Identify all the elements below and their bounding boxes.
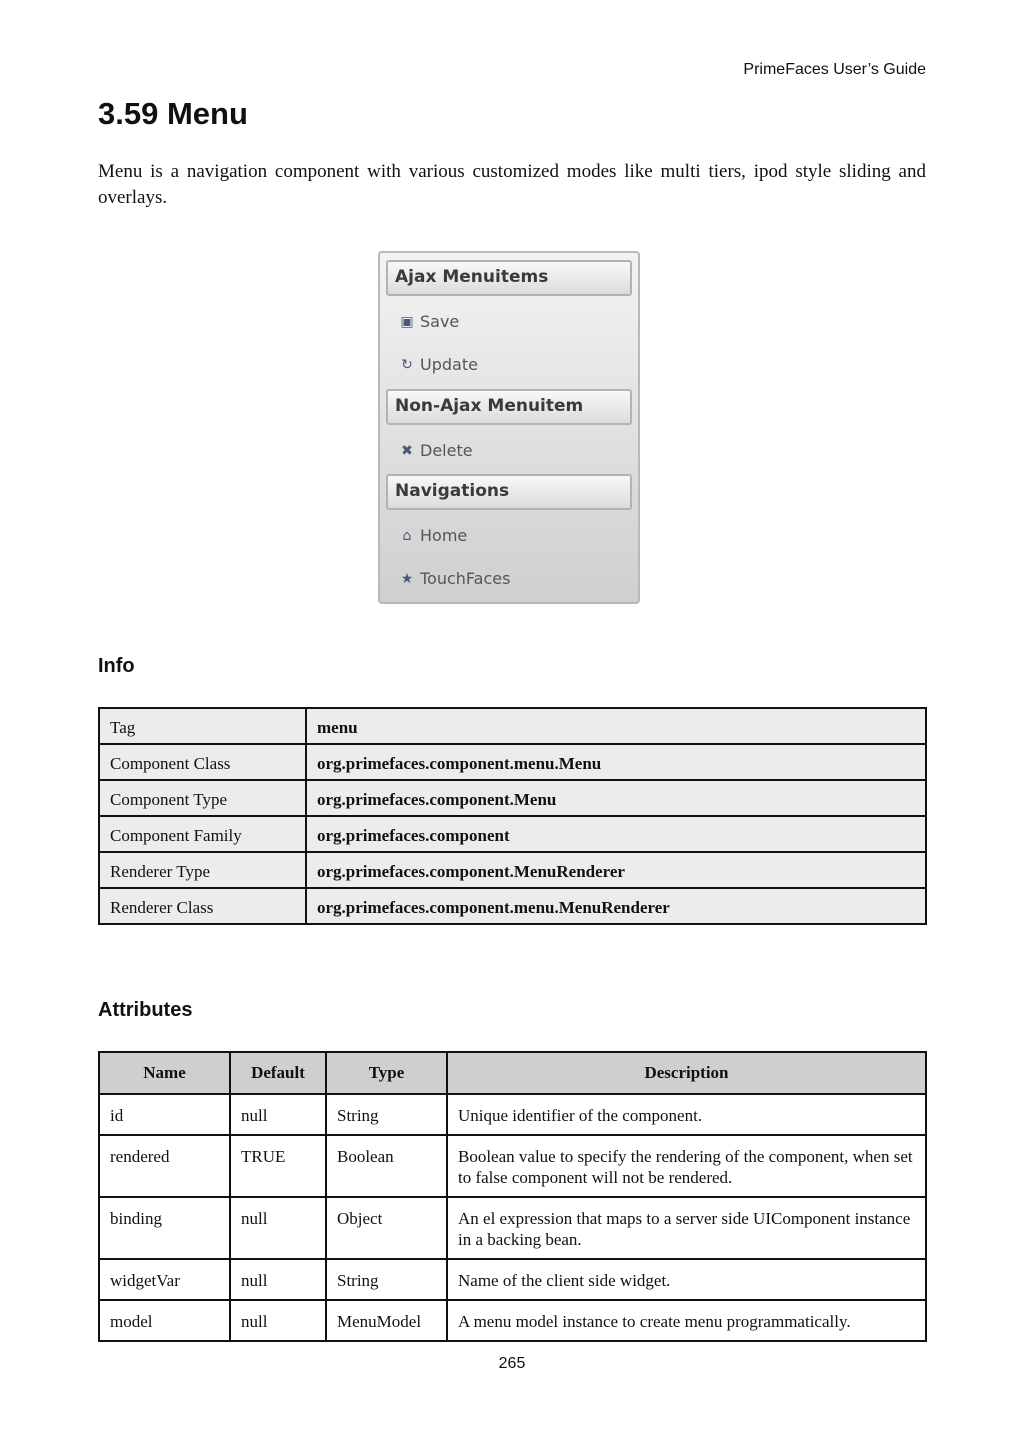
menu-group-header: Navigations [386,474,632,510]
info-key: Renderer Type [99,852,306,888]
table-row [99,1300,926,1341]
attributes-heading: Attributes [98,999,193,1021]
info-value: org.primefaces.component.Menu [306,780,926,816]
table-row [99,1259,926,1300]
cell: MenuModel [326,1300,447,1341]
menu-item-label: TouchFaces [420,569,511,588]
info-value: org.primefaces.component.MenuRenderer [306,852,926,888]
column-header: Name [99,1052,230,1094]
info-table [98,707,927,925]
info-value: org.primefaces.component [306,816,926,852]
cell: null [230,1197,326,1259]
save-icon: ▣ [400,313,414,330]
column-header: Description [447,1052,926,1094]
cell: binding [99,1197,230,1259]
page-number: 265 [498,1355,526,1372]
table-header-row [99,1052,926,1094]
info-value: org.primefaces.component.menu.MenuRenderer [306,888,926,924]
info-value: menu [306,708,926,744]
cell: null [230,1259,326,1300]
page-title: 3.59 Menu [98,96,248,131]
menu-item-home [398,526,467,545]
cell: model [99,1300,230,1341]
menu-item-label: Save [420,312,460,331]
intro-paragraph: Menu is a navigation component with various customized modes like multi tiers, ipod style sliding and overlays. [98,161,926,208]
column-header: Type [326,1052,447,1094]
menu-item-update [398,355,478,374]
cell: TRUE [230,1135,326,1197]
info-heading: Info [98,655,135,677]
info-key: Tag [99,708,306,744]
running-header: PrimeFaces User’s Guide [743,61,926,78]
star-icon: ★ [400,570,414,587]
column-header: Default [230,1052,326,1094]
info-key: Component Class [99,744,306,780]
menu-item-save [398,312,459,331]
menu-item-label: Delete [420,441,473,460]
info-key: Component Family [99,816,306,852]
cell: null [230,1300,326,1341]
table-row [99,1135,926,1197]
info-key: Renderer Class [99,888,306,924]
cell: An el expression that maps to a server side UIComponent instance in a backing bean. [447,1197,926,1259]
refresh-icon: ↻ [401,356,413,373]
table-row [99,888,926,924]
cell: A menu model instance to create menu programmatically. [447,1300,926,1341]
cell: rendered [99,1135,230,1197]
info-key: Component Type [99,780,306,816]
cell: String [326,1094,447,1135]
menu-item-label: Update [420,355,478,374]
cell: Object [326,1197,447,1259]
attributes-table [98,1051,927,1342]
menu-group-header: Ajax Menuitems [386,260,632,296]
cell: id [99,1094,230,1135]
table-row [99,708,926,744]
cell: Unique identifier of the component. [447,1094,926,1135]
cell: Boolean [326,1135,447,1197]
menu-group-header: Non-Ajax Menuitem [386,389,632,425]
info-value: org.primefaces.component.menu.Menu [306,744,926,780]
home-icon: ⌂ [402,527,412,544]
table-row [99,816,926,852]
table-row [99,1094,926,1135]
cell: widgetVar [99,1259,230,1300]
close-icon: ✖ [401,442,413,459]
cell: String [326,1259,447,1300]
table-row [99,852,926,888]
menu-item-delete [398,441,473,460]
cell: null [230,1094,326,1135]
menu-item-touchfaces [398,569,510,588]
cell: Boolean value to specify the rendering of the component, when set to false component will not be rendered. [447,1135,926,1197]
menu-screenshot [378,251,640,604]
cell: Name of the client side widget. [447,1259,926,1300]
menu-item-label: Home [420,526,468,545]
table-row [99,1197,926,1259]
table-row [99,744,926,780]
table-row [99,780,926,816]
